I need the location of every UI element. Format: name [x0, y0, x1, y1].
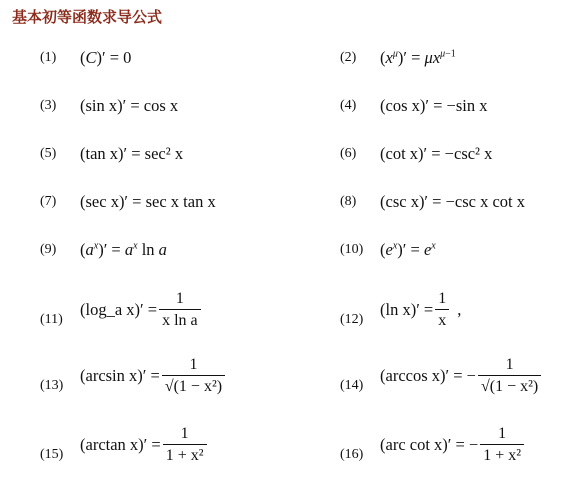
formula-render: $(a^x)' = a^x$ ln a [80, 240, 167, 259]
fraction [480, 425, 524, 465]
fraction [159, 290, 201, 330]
formula-3 [40, 96, 178, 116]
formula-expression [380, 290, 461, 330]
formula-render: $(x^\mu)' = \mu x^{\mu-1}$ [380, 48, 456, 67]
formula-12 [340, 290, 461, 330]
formula-number: (7) [40, 194, 57, 209]
formula-expression: (cos x)′ = −sin x [380, 96, 488, 115]
fraction [162, 356, 225, 396]
numerator: 1 [175, 290, 184, 307]
formula-expression [80, 240, 167, 260]
formula-expression: (sec x)′ = sec x tan x [80, 192, 216, 211]
formula-lhs: (arcsin x)′ = [80, 366, 160, 385]
formula-number: (9) [40, 242, 57, 257]
formula-expression [80, 356, 227, 396]
formula-9 [40, 240, 167, 260]
formula-expression: (csc x)′ = −csc x cot x [380, 192, 526, 211]
formula-number: (3) [40, 98, 57, 113]
numerator: 1 [180, 425, 189, 442]
formula-number: (6) [340, 146, 357, 161]
denominator: x ln a [159, 309, 201, 330]
formula-expression: (tan x)′ = sec² x [80, 144, 184, 163]
page-title: 基本初等函数求导公式 [12, 8, 163, 26]
formula-expression: (sin x)′ = cos x [80, 96, 179, 115]
formula-render: (C)′ = 0 [80, 48, 132, 67]
formula-6 [340, 144, 492, 164]
formula-8 [340, 192, 525, 212]
formula-expression: (cot x)′ = −csc² x [380, 144, 493, 163]
formula-7 [40, 192, 216, 212]
denominator: 1 + x² [480, 444, 524, 465]
formula-number: (14) [340, 378, 364, 393]
formula-1 [40, 48, 131, 68]
formula-11 [40, 290, 203, 330]
formula-number: (16) [340, 447, 364, 462]
formula-render: $(e^x)' = e^x$ [380, 240, 436, 259]
formula-lhs: (arc cot x)′ = − [380, 435, 479, 454]
numerator: 1 [498, 425, 507, 442]
denominator: x [435, 309, 449, 330]
formula-expression [380, 425, 526, 465]
formula-16 [340, 425, 526, 465]
numerator: 1 [438, 290, 447, 307]
formula-number: (11) [40, 312, 63, 327]
formula-number: (1) [40, 50, 57, 65]
denominator: √(1 − x²) [162, 375, 225, 396]
formula-lhs: (log_a x)′ = [80, 300, 158, 319]
fraction [478, 356, 541, 396]
formula-expression [80, 290, 203, 330]
formula-5 [40, 144, 183, 164]
formula-expression [80, 48, 131, 68]
formula-number: (10) [340, 242, 364, 257]
trailing-comma: , [457, 300, 462, 319]
formula-number: (15) [40, 447, 64, 462]
formula-expression [80, 425, 209, 465]
formula-lhs: (ln x)′ = [380, 300, 434, 319]
formula-15 [40, 425, 209, 465]
formula-number: (4) [340, 98, 357, 113]
formula-number: (5) [40, 146, 57, 161]
formula-13 [40, 356, 227, 396]
formula-lhs: (arctan x)′ = [80, 435, 161, 454]
formula-number: (8) [340, 194, 357, 209]
formula-10 [340, 240, 436, 260]
formula-expression [380, 356, 543, 396]
formula-number: (13) [40, 378, 64, 393]
denominator: 1 + x² [163, 444, 207, 465]
formula-2 [340, 48, 456, 68]
formula-number: (12) [340, 312, 364, 327]
formula-expression [380, 240, 436, 260]
fraction [435, 290, 449, 330]
formula-4 [340, 96, 487, 116]
numerator: 1 [189, 356, 198, 373]
fraction [163, 425, 207, 465]
formula-number: (2) [340, 50, 357, 65]
formula-expression [380, 48, 456, 68]
denominator: √(1 − x²) [478, 375, 541, 396]
formula-14 [340, 356, 543, 396]
numerator: 1 [505, 356, 514, 373]
formula-lhs: (arccos x)′ = − [380, 366, 476, 385]
